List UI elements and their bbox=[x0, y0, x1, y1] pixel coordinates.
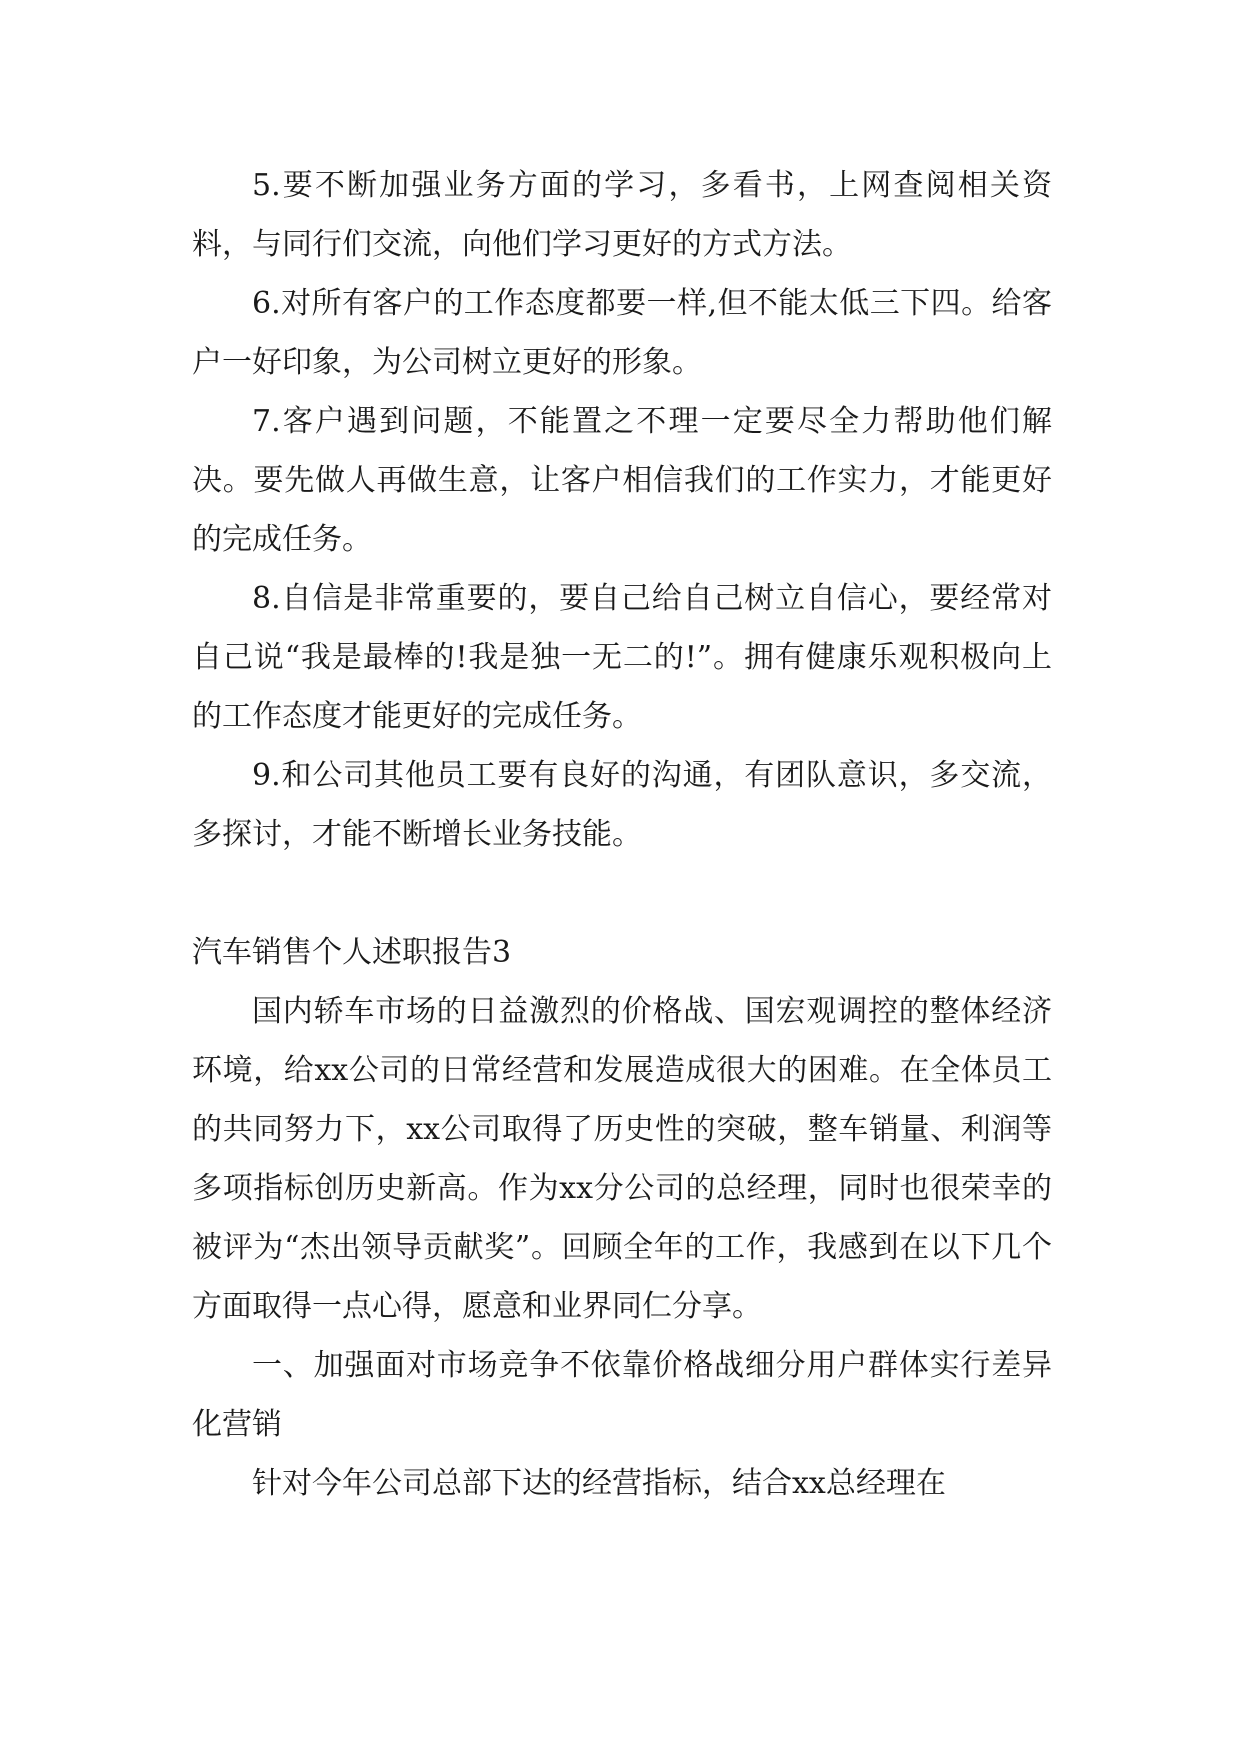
paragraph-heading-one: 一、加强面对市场竞争不依靠价格战细分用户群体实行差异化营销 bbox=[192, 1348, 1052, 1442]
section-title: 汽车销售个人述职报告3 bbox=[192, 935, 512, 970]
paragraph-intro: 国内轿车市场的日益激烈的价格战、国宏观调控的整体经济环境，给xx公司的日常经营和发展造成很大的困难。在全体员工的共同努力下，xx公司取得了历史性的突破，整车销量、利润等多项指标创历史新高。作为xx分公司的总经理，同时也很荣幸的被评为“杰出领导贡献奖”。回顾全年的工作，我感到在以下几个方面取得一点心得，愿意和业界同仁分享。 bbox=[192, 994, 1052, 1324]
paragraph-item-8: 8.自信是非常重要的，要自己给自己树立自信心，要经常对自己说“我是最棒的!我是独一无二的!”。拥有健康乐观积极向上的工作态度才能更好的完成任务。 bbox=[192, 581, 1052, 734]
paragraph-item-7: 7.客户遇到问题，不能置之不理一定要尽全力帮助他们解决。要先做人再做生意，让客户相信我们的工作实力，才能更好的完成任务。 bbox=[192, 404, 1052, 557]
paragraph-continued: 针对今年公司总部下达的经营指标，结合xx总经理在 bbox=[252, 1466, 946, 1501]
paragraph-item-5: 5.要不断加强业务方面的学习，多看书，上网查阅相关资料，与同行们交流，向他们学习更好的方式方法。 bbox=[192, 168, 1052, 262]
paragraph-item-9: 9.和公司其他员工要有良好的沟通，有团队意识，多交流，多探讨，才能不断增长业务技能。 bbox=[192, 758, 1052, 852]
paragraph-item-6: 6.对所有客户的工作态度都要一样,但不能太低三下四。给客户一好印象，为公司树立更好的形象。 bbox=[192, 286, 1052, 380]
document-body bbox=[192, 156, 1052, 1513]
